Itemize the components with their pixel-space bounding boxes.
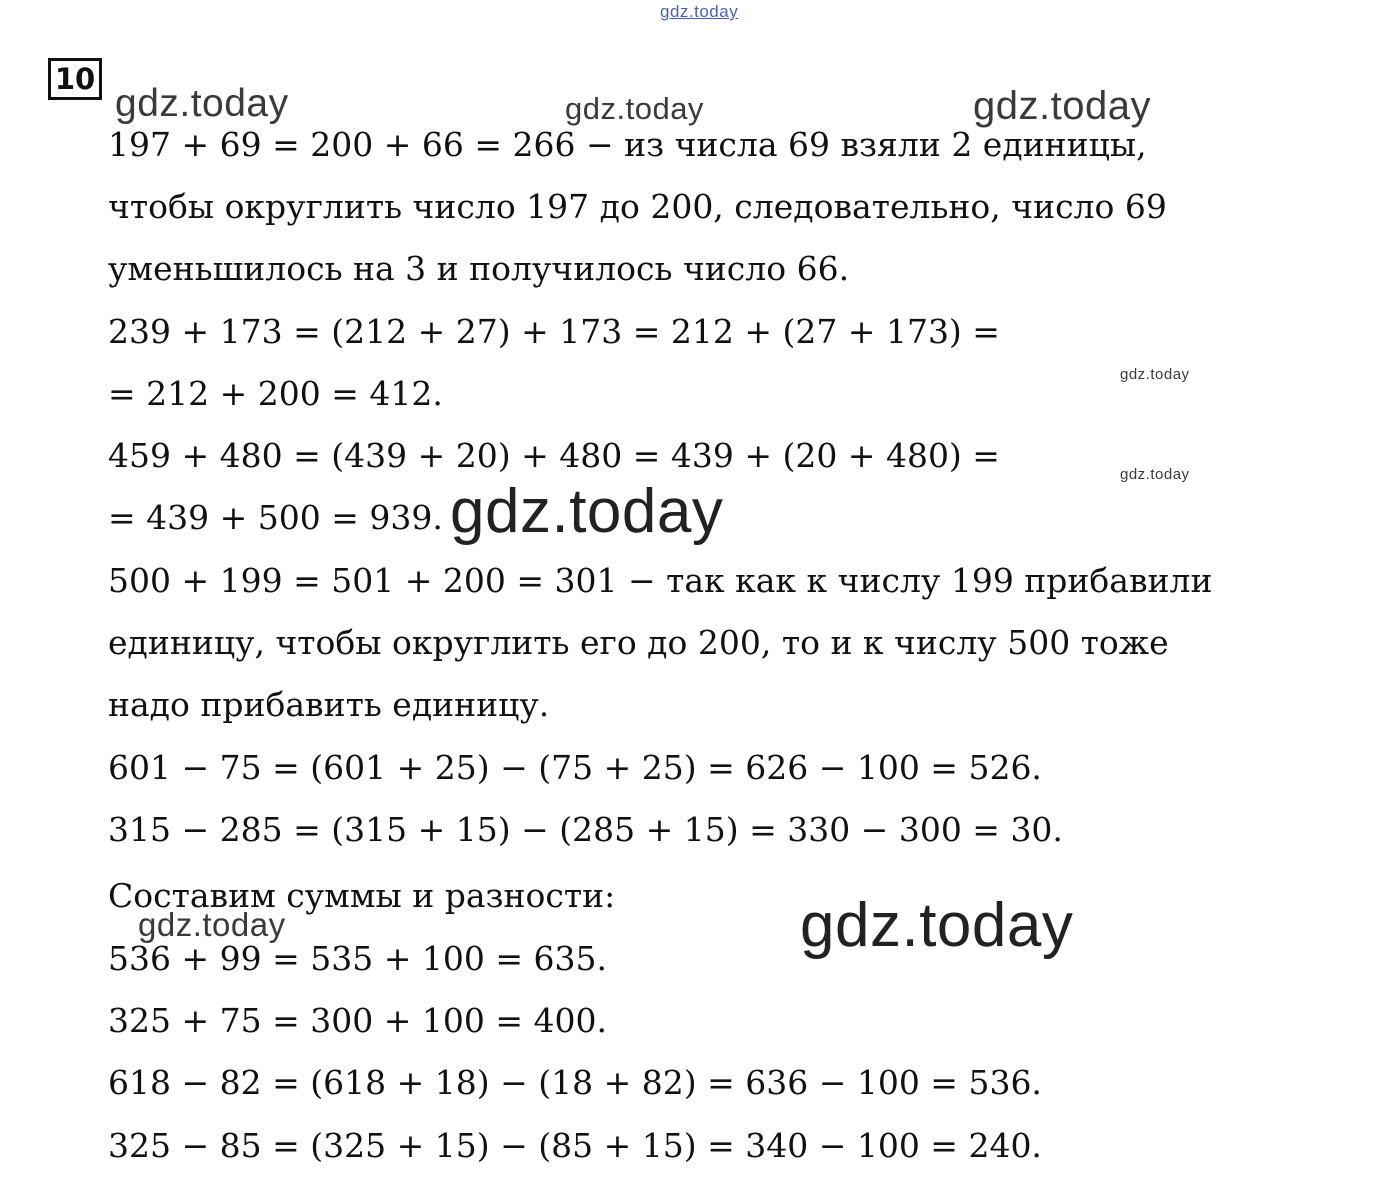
watermark: gdz.today — [565, 91, 704, 126]
watermark: gdz.today — [1120, 366, 1190, 383]
solution-line: 239 + 173 = (212 + 27) + 173 = 212 + (27 + 173) = — [108, 312, 1000, 351]
solution-line: 325 + 75 = 300 + 100 = 400. — [108, 1001, 607, 1040]
solution-line: 601 − 75 = (601 + 25) − (75 + 25) = 626 − 100 = 526. — [108, 748, 1042, 787]
watermark: gdz.today — [1120, 466, 1190, 483]
watermark-link[interactable]: gdz.today — [660, 2, 739, 21]
solution-line: 325 − 85 = (325 + 15) − (85 + 15) = 340 − 100 = 240. — [108, 1126, 1042, 1165]
watermark: gdz.today — [138, 906, 286, 943]
solution-line: единицу, чтобы округлить его до 200, то и к числу 500 тоже — [108, 623, 1169, 662]
solution-line: 536 + 99 = 535 + 100 = 635. — [108, 939, 607, 978]
solution-line: 500 + 199 = 501 + 200 = 301 − так как к числу 199 прибавили — [108, 561, 1213, 600]
watermark: gdz.today — [115, 82, 289, 125]
watermark: gdz.today — [450, 477, 724, 546]
solution-line: 459 + 480 = (439 + 20) + 480 = 439 + (20 + 480) = — [108, 436, 1000, 475]
solution-line: 197 + 69 = 200 + 66 = 266 − из числа 69 взяли 2 единицы, — [108, 125, 1147, 164]
watermark: gdz.today — [800, 891, 1074, 960]
solution-line: чтобы округлить число 197 до 200, следовательно, число 69 — [108, 187, 1167, 226]
solution-line: уменьшилось на 3 и получилось число 66. — [108, 249, 850, 288]
solution-line: = 212 + 200 = 412. — [108, 374, 443, 413]
task-number: 10 — [48, 58, 102, 100]
solution-line: 618 − 82 = (618 + 18) − (18 + 82) = 636 − 100 = 536. — [108, 1063, 1042, 1102]
solution-line: надо прибавить единицу. — [108, 685, 550, 724]
section-heading: Составим суммы и разности: — [108, 876, 616, 915]
watermark: gdz.today — [973, 84, 1151, 128]
solution-line: = 439 + 500 = 939. — [108, 498, 443, 537]
solution-line: 315 − 285 = (315 + 15) − (285 + 15) = 330 − 300 = 30. — [108, 810, 1063, 849]
